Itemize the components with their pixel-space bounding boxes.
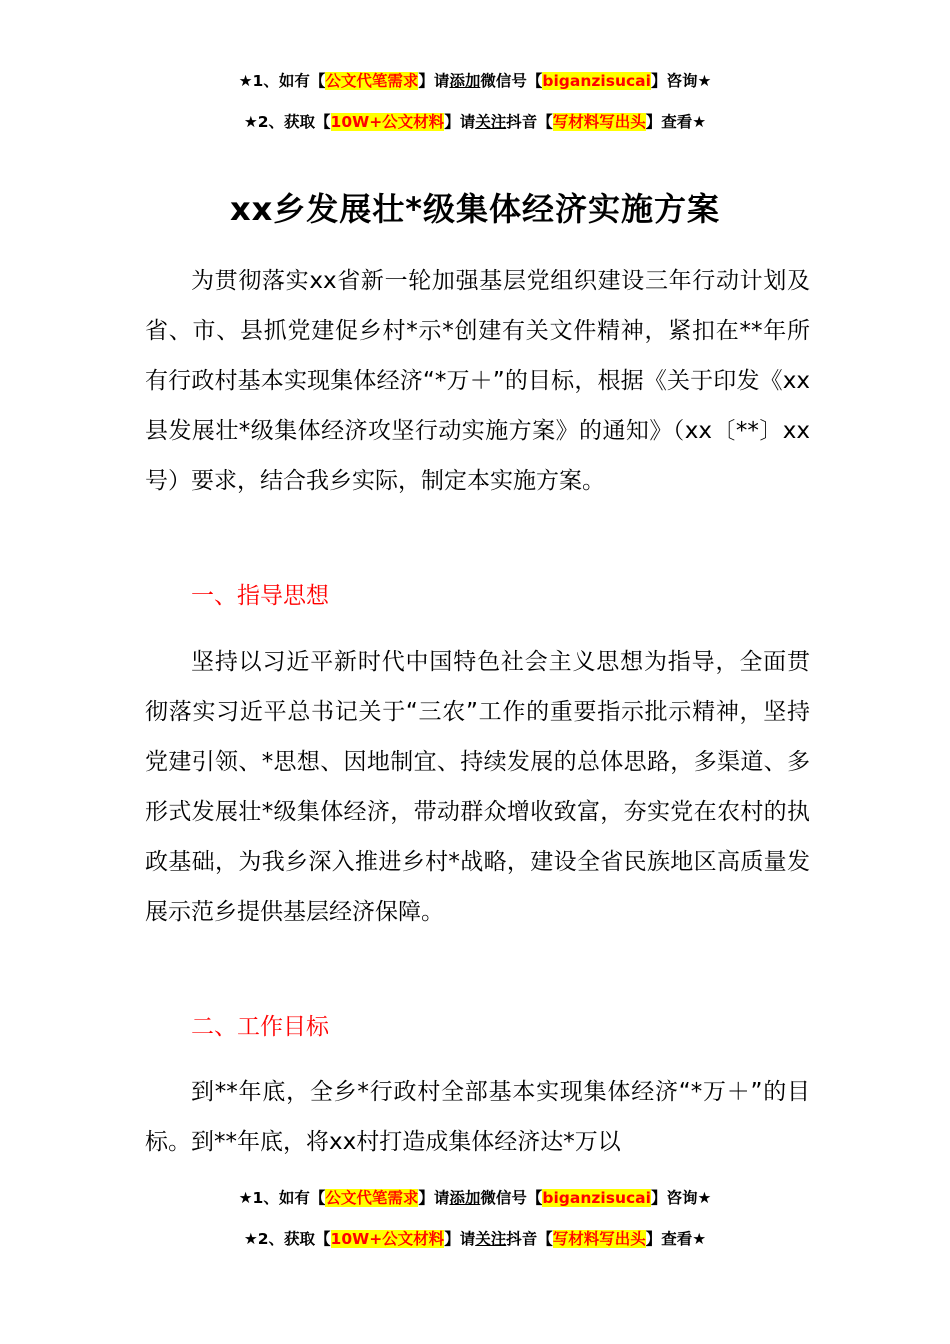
banner-text: 】请 [418,1189,450,1207]
section-heading-work-goals: 二、工作目标 [191,1014,329,1040]
section-2 [145,1002,810,1052]
banner-highlight-materials: 10W+公文材料 [330,113,445,131]
section-heading-guiding-ideology: 一、指导思想 [191,583,329,609]
banner-highlight-wechat-id: biganzisucai [542,72,651,90]
top-banner-line-2 [0,111,950,133]
banner-highlight-materials: 10W+公文材料 [330,1230,445,1248]
bottom-banner-line-2 [0,1228,950,1250]
banner-text: 】查看★ [645,1230,707,1248]
banner-text: ★2、获取【 [243,113,331,131]
section-paragraph: 坚持以习近平新时代中国特色社会主义思想为指导，全面贯彻落实习近平总书记关于“三农”工作的重要指示批示精神，坚持党建引领、*思想、因地制宜、持续发展的总体思路，多渠道、多形式发展壮*级集体经济，带动群众增收致富，夯实党在农村的执政基础，为我乡深入推进乡村*战略，建设全省民族地区高质量发展示范乡提供基层经济保障。 [145,649,810,925]
banner-highlight-douyin-id: 写材料写出头 [552,113,646,131]
bottom-banner-line-1 [0,1187,950,1209]
banner-underline-follow: 关注 [475,1230,507,1248]
banner-underline-follow: 关注 [475,113,507,131]
banner-text: 】查看★ [645,113,707,131]
banner-text: ★2、获取【 [243,1230,331,1248]
banner-text: 】咨询★ [650,72,712,90]
banner-text: 抖音【 [506,113,553,131]
section-paragraph: 到**年底，全乡*行政村全部基本实现集体经济“*万＋”的目标。到**年底，将xx村打造成集体经济达*万以 [145,1079,810,1155]
top-banner-line-1 [0,70,950,92]
banner-text: ★1、如有【 [238,72,326,90]
section-2-body [145,1067,810,1167]
banner-highlight-wechat-id: biganzisucai [542,1189,651,1207]
banner-text: 微信号【 [480,1189,543,1207]
banner-text: ★1、如有【 [238,1189,326,1207]
intro-paragraph: 为贯彻落实xx省新一轮加强基层党组织建设三年行动计划及省、市、县抓党建促乡村*示*创建有关文件精神，紧扣在**年所有行政村基本实现集体经济“*万＋”的目标，根据《关于印发《xx县发展壮*级集体经济攻坚行动实施方案》的通知》（xx〔**〕xx号）要求，结合我乡实际，制定本实施方案。 [145,268,810,494]
banner-underline-add: 添加 [449,1189,481,1207]
banner-text: 】咨询★ [650,1189,712,1207]
banner-text: 】请 [418,72,450,90]
section-1-body [145,637,810,937]
document-title: xx乡发展壮*级集体经济实施方案 [229,190,721,228]
banner-text: 】请 [444,113,476,131]
banner-text: 】请 [444,1230,476,1248]
section-1 [145,571,810,621]
banner-highlight-douyin-id: 写材料写出头 [552,1230,646,1248]
intro-section [145,256,810,506]
banner-underline-add: 添加 [449,72,481,90]
banner-text: 抖音【 [506,1230,553,1248]
banner-highlight-service: 公文代笔需求 [325,72,419,90]
banner-text: 微信号【 [480,72,543,90]
banner-highlight-service: 公文代笔需求 [325,1189,419,1207]
